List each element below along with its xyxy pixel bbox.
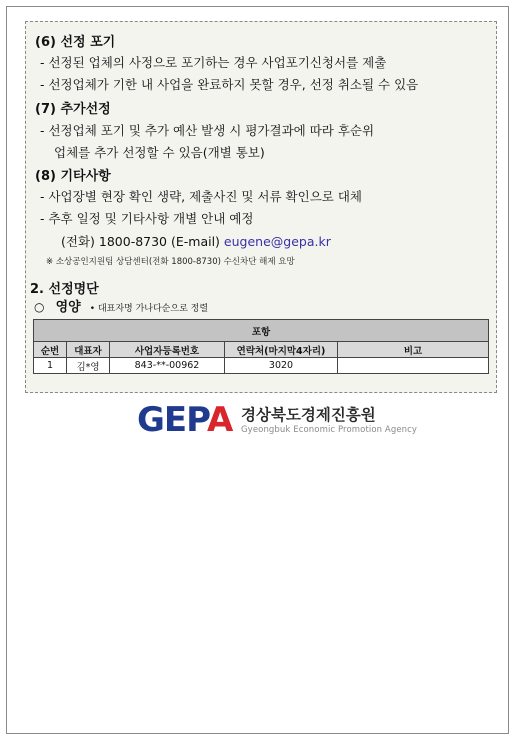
- section-heading-6: (6) 선정 포기: [35, 35, 116, 50]
- contact-line: [61, 232, 331, 250]
- logo-korean-name: 경상북도경제진흥원: [241, 406, 376, 424]
- notice-footnote: ※ 소상공인지원팀 상담센터(전화 1800-8730) 수신차단 해제 요망: [46, 257, 295, 267]
- sort-note: • 대표자명 가나다순으로 정렬: [89, 304, 209, 314]
- table-region-header: 포항: [34, 320, 489, 342]
- section-8-item-1: - 사업장별 현장 확인 생략, 제출사진 및 서류 확인으로 대체: [40, 189, 362, 204]
- col-header-memo: 비고: [338, 342, 489, 358]
- selection-table: [33, 319, 489, 374]
- cell-memo: [338, 358, 489, 374]
- contact-email-link[interactable]: eugene@gepa.kr: [223, 234, 331, 249]
- logo-english-name: Gyeongbuk Economic Promotion Agency: [241, 425, 418, 435]
- table-header-row: [34, 342, 489, 358]
- section-heading-8: (8) 기타사항: [35, 169, 111, 184]
- col-header-no: 순번: [34, 342, 67, 358]
- cell-biz: 843-**-00962: [110, 358, 225, 374]
- col-header-phone: 연락처(마지막4자리): [225, 342, 338, 358]
- section-7-item-1: - 선정업체 포기 및 추가 예산 발생 시 평가결과에 따라 후순위: [40, 123, 375, 138]
- section-heading-7: (7) 추가선정: [35, 102, 111, 117]
- section-6-item-1: - 선정된 업체의 사정으로 포기하는 경우 사업포기신청서를 제출: [40, 55, 387, 70]
- section-7-item-2: 업체를 추가 선정할 수 있음(개별 통보): [54, 145, 265, 160]
- cell-no: 1: [34, 358, 67, 374]
- region-line: [34, 296, 208, 315]
- cell-name: 김*영: [67, 358, 110, 374]
- circle-bullet-icon: ○: [34, 300, 45, 314]
- col-header-biz: 사업자등록번호: [110, 342, 225, 358]
- gepa-wordmark: GEPA: [137, 400, 233, 440]
- section-8-item-2: - 추후 일정 및 기타사항 개별 안내 예정: [40, 211, 254, 226]
- region-name: 영양: [55, 300, 81, 315]
- table-row: [34, 358, 489, 374]
- contact-phone: (전화) 1800-8730 (E-mail): [61, 234, 224, 249]
- section-6-item-2: - 선정업체가 기한 내 사업을 완료하지 못할 경우, 선정 취소될 수 있음: [40, 77, 419, 92]
- notice-box: [25, 21, 497, 393]
- col-header-name: 대표자: [67, 342, 110, 358]
- list-title: 2. 선정명단: [30, 282, 99, 297]
- cell-phone: 3020: [225, 358, 338, 374]
